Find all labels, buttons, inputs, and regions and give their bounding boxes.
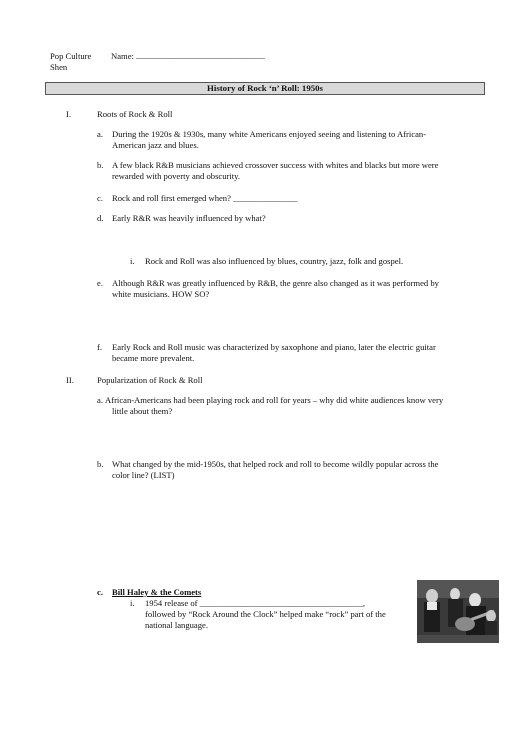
item-text: Although R&R was greatly influenced by R&B, the genre also changed as it was performed by	[112, 278, 439, 288]
item-text: rewarded with poverty and obscurity.	[112, 171, 241, 181]
item-marker: c.	[97, 193, 103, 203]
item-marker: a.	[97, 395, 103, 405]
item-text: A few black R&B musicians achieved crossover success with whites and blacks but more were	[112, 160, 439, 170]
item-text: Rock and Roll was also influenced by blues, country, jazz, folk and gospel.	[145, 256, 404, 266]
subheading-bill-haley: Bill Haley & the Comets	[112, 587, 202, 597]
item-text: followed by “Rock Around the Clock” helped make “rock” part of the	[145, 609, 386, 619]
name-label: Name:	[111, 51, 134, 61]
item-marker: b.	[97, 459, 104, 469]
page-title: History of Rock ‘n’ Roll: 1950s	[45, 82, 485, 95]
item-text: African-Americans had been playing rock and roll for years – why did white audiences know very	[105, 395, 444, 405]
item-text: color line? (LIST)	[112, 470, 175, 480]
band-photo	[417, 580, 499, 643]
item-text: Early R&R was heavily influenced by what?	[112, 213, 266, 223]
item-marker: b.	[97, 160, 104, 170]
item-marker: c.	[97, 587, 103, 597]
section-1-numeral: I.	[66, 109, 72, 119]
item-text: little about them?	[112, 406, 173, 416]
course-name: Pop Culture	[50, 51, 92, 61]
name-blank: ______________________________	[136, 50, 265, 60]
item-text: 1954 release of ______________________________________,	[145, 598, 366, 608]
item-text: Rock and roll first emerged when? _______________	[112, 193, 298, 203]
item-marker: f.	[97, 342, 103, 352]
section-1-heading: Roots of Rock & Roll	[97, 109, 173, 119]
item-marker: i.	[130, 256, 135, 266]
item-text: became more prevalent.	[112, 353, 195, 363]
item-marker: i.	[130, 598, 135, 608]
item-marker: d.	[97, 213, 104, 223]
item-text: white musicians. HOW SO?	[112, 289, 210, 299]
item-text: Early Rock and Roll music was characterized by saxophone and piano, later the electric guitar	[112, 342, 436, 352]
item-text: During the 1920s & 1930s, many white Americans enjoyed seeing and listening to African-	[112, 129, 427, 139]
teacher-name: Shen	[50, 62, 68, 72]
item-marker: e.	[97, 278, 103, 288]
section-2-numeral: II.	[66, 375, 74, 385]
item-marker: a.	[97, 129, 103, 139]
item-text: national language.	[145, 620, 208, 630]
item-text: American jazz and blues.	[112, 140, 199, 150]
section-2-heading: Popularization of Rock & Roll	[97, 375, 203, 385]
item-text: What changed by the mid-1950s, that helped rock and roll to become wildly popular across the	[112, 459, 439, 469]
